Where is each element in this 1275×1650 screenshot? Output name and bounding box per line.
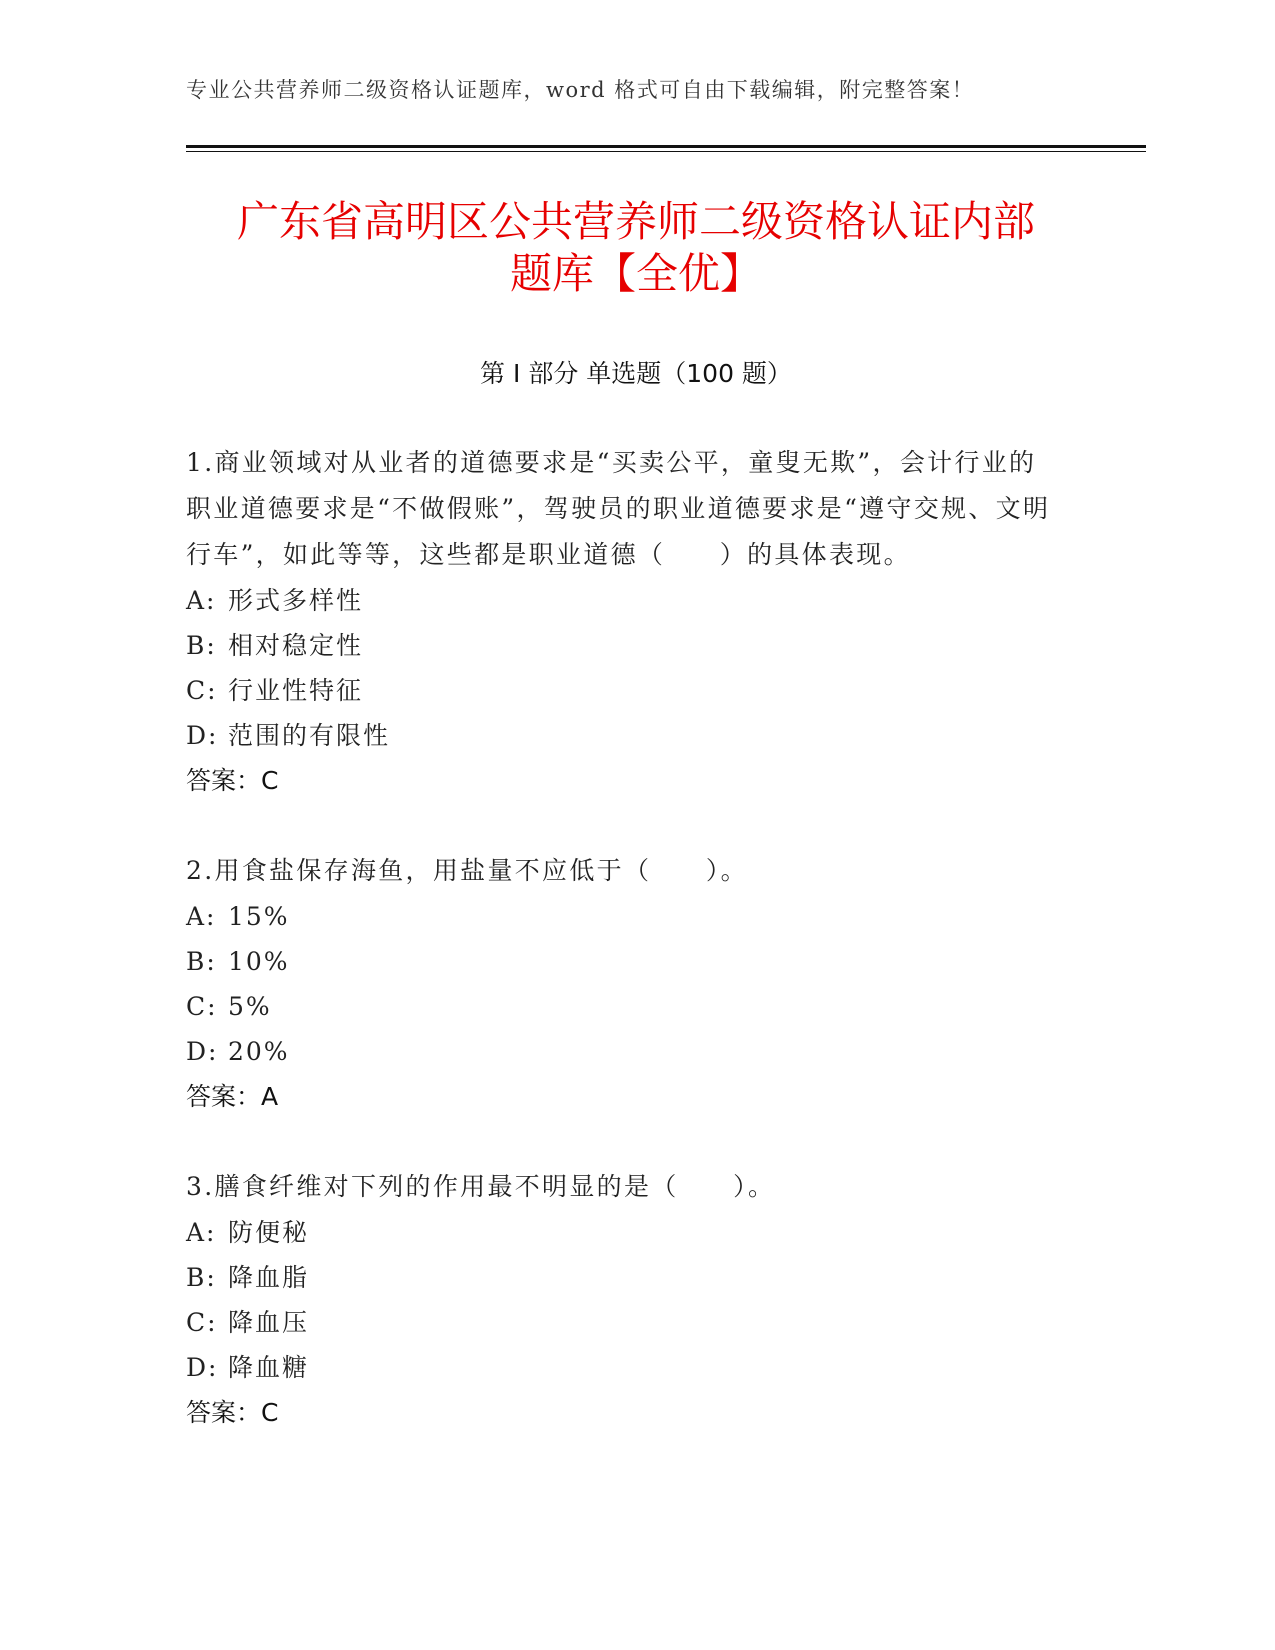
option-a [186, 1210, 1061, 1255]
option-key: C: [186, 676, 218, 705]
option-text: 行业性特征 [228, 676, 364, 705]
option-text: 15% [228, 902, 290, 931]
option-key: D: [186, 721, 219, 750]
option-key: D: [186, 1353, 219, 1382]
option-c [186, 984, 1061, 1029]
option-key: B: [186, 1263, 217, 1292]
question-2 [186, 848, 1061, 1120]
option-text: 相对稳定性 [228, 631, 364, 660]
document-title [186, 196, 1086, 300]
question-stem: 3.膳食纤维对下列的作用最不明显的是（ ）。 [186, 1172, 776, 1201]
question-3 [186, 1164, 1061, 1436]
option-key: C: [186, 1308, 218, 1337]
question-stem: 2.用食盐保存海鱼，用盐量不应低于（ ）。 [186, 856, 748, 885]
option-c [186, 668, 1061, 713]
option-b [186, 1255, 1061, 1300]
question-stem: 1.商业领域对从业者的道德要求是“买卖公平，童叟无欺”，会计行业的职业道德要求是“不做假账”，驾驶员的职业道德要求是“遵守交规、文明行车”，如此等等，这些都是职业道德（ ）的具体表现。 [186, 448, 1051, 569]
header-rule-thin [186, 151, 1146, 152]
option-text: 降血压 [228, 1308, 310, 1337]
option-key: A: [186, 1218, 217, 1247]
option-text: 形式多样性 [228, 586, 364, 615]
option-b [186, 623, 1061, 668]
option-d [186, 713, 1061, 758]
document-title-line-1: 广东省高明区公共营养师二级资格认证内部 [236, 197, 1035, 246]
option-a [186, 894, 1061, 939]
option-d [186, 1029, 1061, 1074]
option-key: A: [186, 586, 217, 615]
option-a [186, 578, 1061, 623]
answer-line: 答案：A [186, 1082, 279, 1111]
header-note: 专业公共营养师二级资格认证题库，word 格式可自由下载编辑，附完整答案！ [186, 78, 975, 102]
option-text: 范围的有限性 [228, 721, 391, 750]
option-key: A: [186, 902, 217, 931]
option-text: 20% [228, 1037, 290, 1066]
section-title: 第 I 部分 单选题（100 题） [480, 359, 792, 388]
option-key: C: [186, 992, 218, 1021]
document-title-line-2: 题库【全优】 [509, 249, 762, 298]
question-list [186, 440, 1061, 1480]
option-text: 防便秘 [228, 1218, 310, 1247]
option-text: 10% [228, 947, 290, 976]
answer-line: 答案：C [186, 1398, 279, 1427]
option-text: 5% [228, 992, 272, 1021]
option-b [186, 939, 1061, 984]
option-d [186, 1345, 1061, 1390]
header-rule-thick [186, 145, 1146, 148]
answer-line: 答案：C [186, 766, 279, 795]
option-c [186, 1300, 1061, 1345]
option-text: 降血脂 [228, 1263, 310, 1292]
option-text: 降血糖 [228, 1353, 310, 1382]
option-key: B: [186, 947, 217, 976]
option-key: D: [186, 1037, 219, 1066]
question-1 [186, 440, 1061, 804]
option-key: B: [186, 631, 217, 660]
